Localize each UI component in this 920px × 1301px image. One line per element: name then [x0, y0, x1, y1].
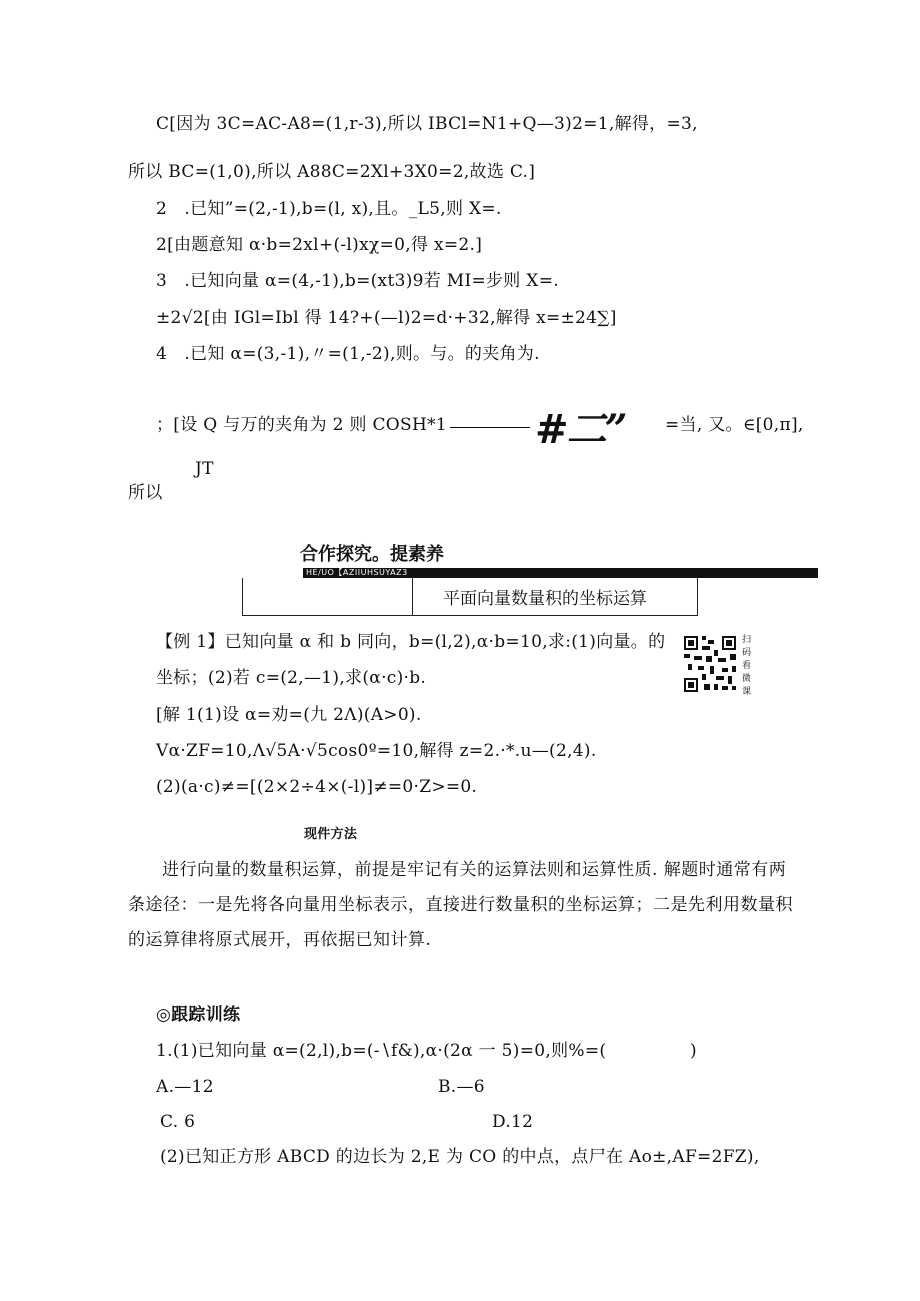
section-subtitle: HE/UO【AZIIUHSUYAZ3 [306, 568, 408, 577]
training-question-1: 1.(1)已知向量 α=(2,l),b=(-∖f&),α·(2α 一 5)=0,则%=( [156, 1041, 607, 1061]
solution-conclusion: 所以 [128, 483, 163, 503]
fraction-numerator: JT [195, 459, 214, 479]
option-b: B.—6 [438, 1077, 485, 1097]
handwritten-scribble: #二” [535, 406, 626, 453]
example-1-solution-2: Vα·ZF=10,Λ√5A·√5cos0º=10,解得 z=2.·*.u—(2,4). [156, 741, 597, 761]
solution-line-1: C[因为 3C=AC-A8=(1,r-3),所以 IBCl=N1+Q—3)2=1,解得，=3, [156, 114, 698, 134]
fraction-rule [450, 427, 530, 428]
option-c: C. 6 [160, 1112, 196, 1132]
section-title: 合作探究。提素养 [300, 544, 444, 565]
solution-line-2: 所以 BC=(1,0),所以 A88C=2Xl+3X0=2,故选 C.] [128, 162, 536, 182]
example-1-solution-1: [解 1(1)设 α=劝=(九 2Λ)(A>0). [156, 705, 422, 725]
exercise-3: 3 .已知向量 α=(4,-1),b=(xt3)9若 MI=步则 X=. [156, 271, 559, 291]
exercise-4-solution: ；[设 Q 与万的夹角为 2 则 COSH*1 [156, 415, 448, 435]
method-title: 现件方法 [304, 827, 358, 842]
training-question-2: (2)已知正方形 ABCD 的边长为 2,E 为 CO 的中点，点尸在 Ao±,AF=2FZ), [160, 1147, 760, 1167]
training-title: ◎跟踪训练 [156, 1005, 241, 1025]
exercise-4: 4 .已知 α=(3,-1),〃=(1,-2),则。与。的夹角为. [156, 344, 540, 364]
exercise-3-solution: ±2√2[由 IGl=Ibl 得 14?+(—l)2=d·+32,解得 x=±24∑] [156, 308, 617, 328]
example-1-line-2: 坐标；(2)若 c=(2,—1),求(α·c)·b. [156, 668, 427, 688]
qr-label: 扫码看微课 [742, 635, 752, 697]
topic-box-left-cell [243, 578, 413, 615]
method-text: 进行向量的数量积运算，前提是牢记有关的运算法则和运算性质. 解题时通常有两条途径：一是先将各向量用坐标表示，直接进行数量积的坐标运算；二是先利用数量积的运算律将原式展开，再依据已知计算. [128, 860, 793, 950]
example-1-line-1: 【例 1】已知向量 α 和 b 同向，b=(l,2),α·b=10,求:(1)向量。的 [156, 632, 666, 652]
exercise-2: 2 .已知”=(2,-1),b=(l, x),且。_L5,则 X=. [156, 199, 502, 219]
training-question-1-paren: ) [690, 1041, 697, 1061]
topic-title: 平面向量数量积的坐标运算 [443, 589, 647, 609]
exercise-4-solution-end: =当, 又。∈[0,π], [665, 415, 804, 435]
option-a: A.—12 [156, 1077, 214, 1097]
example-1-solution-3: (2)(a·c)≠=[(2×2÷4×(-l)]≠=0·Z>=0. [156, 777, 478, 797]
option-d: D.12 [492, 1112, 534, 1132]
exercise-2-solution: 2[由题意知 α·b=2xl+(-l)xχ=0,得 x=2.] [156, 235, 483, 255]
qr-code-icon[interactable] [682, 634, 738, 694]
topic-box [242, 578, 698, 616]
